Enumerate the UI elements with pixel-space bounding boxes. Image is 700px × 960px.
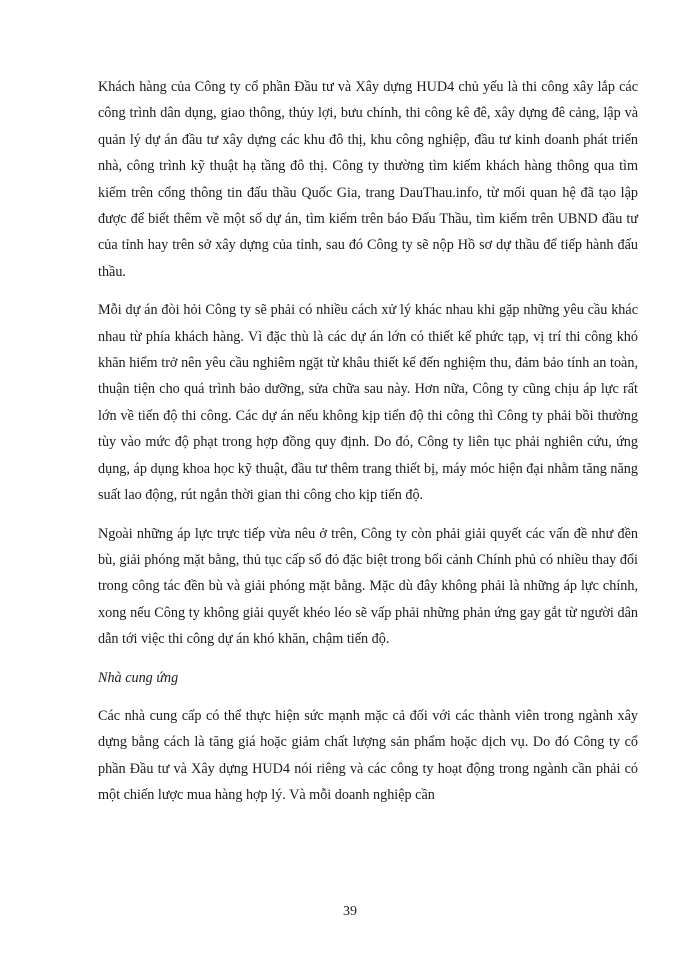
page-number: 39 bbox=[343, 904, 357, 919]
paragraph-other-pressures: Ngoài những áp lực trực tiếp vừa nêu ở trên, Công ty còn phải giải quyết các vấn đề như đền bù, giải phóng mặt bằng, thủ tục cấp sổ đỏ đặc biệt trong bối cảnh Chính phủ có nhiều thay đổi trong công tác đền bù và giải phóng mặt bằng. Mặc dù đây không phải là những áp lực chính, xong nếu Công ty không giải quyết khéo léo sẽ vấp phải những phản ứng gay gắt từ người dân dẫn tới việc thi công dự án khó khăn, chậm tiến độ. bbox=[98, 525, 638, 648]
page-body bbox=[98, 74, 638, 821]
paragraph-project-requirements: Mỗi dự án đòi hỏi Công ty sẽ phải có nhiều cách xử lý khác nhau khi gặp những yêu cầu khác nhau từ phía khách hàng. Vì đặc thù là các dự án lớn có thiết kế phức tạp, vị trí thi công khó khăn hiểm trở nên yêu cầu nghiêm ngặt từ khâu thiết kế đến nghiệm thu, đảm bảo tính an toàn, thuận tiện cho quá trình bảo dưỡng, sửa chữa sau này. Hơn nữa, Công ty cũng chịu áp lực rất lớn về tiến độ thi công. Các dự án nếu không kịp tiến độ thi công thì Công ty phải bồi thường tùy vào mức độ phạt trong hợp đồng quy định. Do đó, Công ty liên tục phải nghiên cứu, ứng dụng, áp dụng khoa học kỹ thuật, đầu tư thêm trang thiết bị, máy móc hiện đại nhằm tăng năng suất lao động, rút ngắn thời gian thi công cho kịp tiến độ. bbox=[98, 302, 638, 504]
paragraph-customers: Khách hàng của Công ty cổ phần Đầu tư và Xây dựng HUD4 chủ yếu là thi công xây lắp các công trình dân dụng, giao thông, thủy lợi, bưu chính, thi công kê đê, xây dựng đê cảng, lập và quản lý dự án đầu tư xây dựng các khu đô thị, khu công nghiệp, đầu tư kinh doanh phát triển nhà, công trình kỹ thuật hạ tầng đô thị. Công ty thường tìm kiếm khách hàng thông qua tìm kiếm trên cổng thông tin đấu thầu Quốc Gia, trang DauThau.info, từ mối quan hệ đã tạo lập được để biết thêm về một số dự án, tìm kiếm trên báo Đấu Thầu, tìm kiếm trên UBND đầu tư của tỉnh hay trên sở xây dựng của tỉnh, sau đó Công ty sẽ nộp Hồ sơ dự thầu để tiếp hành đấu thầu. bbox=[98, 79, 638, 280]
paragraph-suppliers: Các nhà cung cấp có thể thực hiện sức mạnh mặc cả đối với các thành viên trong ngành xây dựng bằng cách là tăng giá hoặc giảm chất lượng sản phẩm hoặc dịch vụ. Do đó Công ty cổ phần Đầu tư và Xây dựng HUD4 nói riêng và các công ty hoạt động trong ngành cần phải có một chiến lược mua hàng hợp lý. Và mỗi doanh nghiệp cần bbox=[98, 707, 638, 804]
section-heading-suppliers: Nhà cung ứng bbox=[98, 669, 179, 686]
